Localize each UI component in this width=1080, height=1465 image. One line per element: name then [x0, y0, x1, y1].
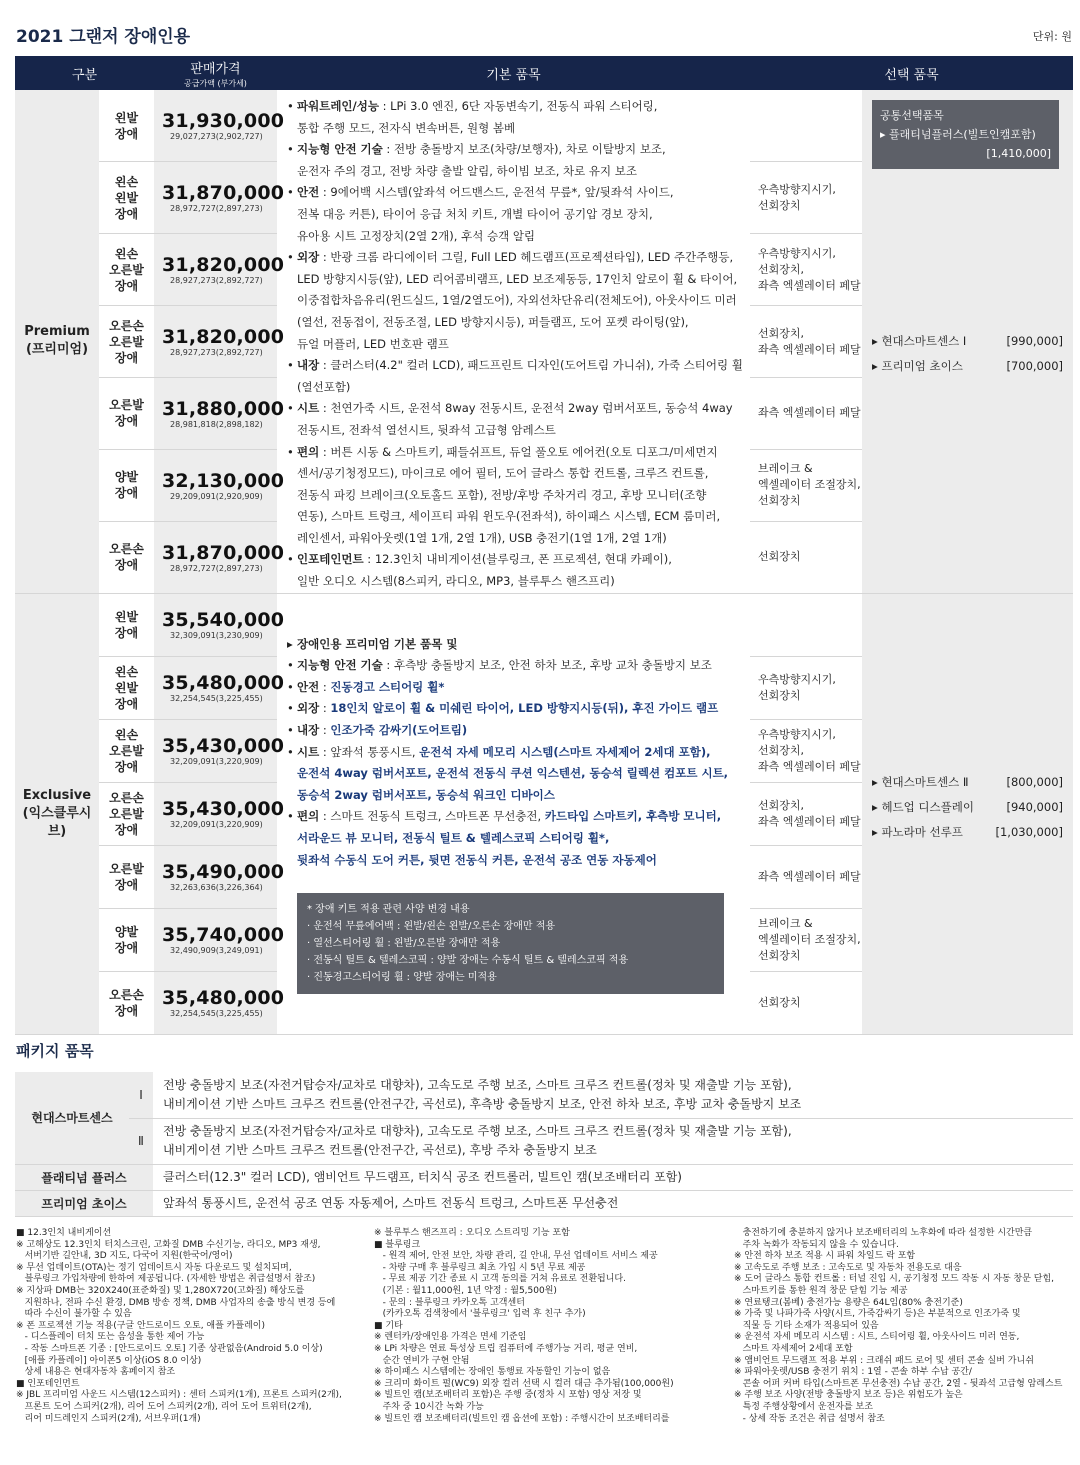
select-item-name: [872, 329, 966, 354]
common-select-price: [1,410,000]: [986, 147, 1051, 160]
basic-item: [287, 677, 744, 699]
trim-option-line: 좌측 엑셀레이터 페달: [758, 342, 861, 356]
supply-price: 32,309,091(3,230,909): [170, 631, 263, 641]
basic-item: [287, 655, 744, 677]
basic-item: [287, 139, 744, 161]
basic-item-cont: 연동), 스마트 트렁크, 세이프티 파워 윈도우(전좌석), 하이패스 시스템, ECM 룸미러,: [297, 509, 721, 524]
basic-item-text: :: [319, 701, 331, 716]
basic-item-cont: 센서/공기청정모드), 마이크로 에어 필터, 도어 글라스 통합 컨트롤, 크루즈 컨트롤,: [297, 466, 709, 481]
price-cell: [154, 845, 285, 908]
select-item: [862, 770, 1073, 795]
package-content: [153, 1072, 1073, 1118]
sale-price: 31,930,000: [162, 110, 285, 133]
bullet-icon: •: [287, 809, 294, 824]
trim-option: [750, 908, 862, 971]
sale-price: 31,820,000: [162, 326, 285, 349]
trim-label-line: 왼발: [114, 609, 139, 624]
select-item-label: 현대스마트센스 Ⅱ: [881, 774, 969, 789]
package-name: 현대스마트센스: [15, 1072, 129, 1164]
trim-label-line: 장애: [114, 1003, 139, 1018]
trim-label-line: 왼발: [114, 190, 139, 205]
trim-label-line: 오른발: [109, 861, 144, 876]
triangle-icon: ▸: [872, 334, 882, 348]
trim-option: [750, 378, 862, 450]
price-cell: [154, 971, 285, 1034]
unit-label: 단위: 원: [1032, 30, 1072, 43]
basic-item: [287, 247, 744, 269]
page-title: 2021 그랜저 장애인용: [16, 27, 191, 47]
bullet-icon: •: [287, 658, 294, 673]
basic-item-cont: (열선포함): [297, 379, 351, 394]
trim-row: [15, 593, 1073, 656]
supply-price: 32,254,545(3,225,455): [170, 694, 263, 704]
bullet-icon: •: [287, 679, 294, 694]
bullet-icon: •: [287, 401, 294, 416]
trim-label-line: 장애: [114, 696, 139, 711]
basic-head-text: 장애인용 프리미엄 기본 품목 및: [297, 636, 458, 651]
trim-label-line: 장애: [114, 625, 139, 640]
basic-item: [287, 398, 744, 420]
col-category: 구분: [15, 56, 154, 90]
footnote-col-1: ■ 12.3인치 내비게이션 ※ 고해상도 12.3인치 터치스크린, 고화질 DMB 수신기능, 라디오, MP3 재생, 서버기반 길안내, 3D 지도, 다국어 지원(한국어/영어) ※ 무선 업데이트(OTA)는 정기 업데이트시 자동 다운로드 및 설치되며, 블루링크 가입차량에 한하여 제공됩니다. (자세한 방법은 취급설명서 참조) ※ 지상파 DMB는 320X240(표준화질) 및 1,280X720(고화질) 해상도를 지원하나, 전파 수신 환경, DMB 방송 정책, DMB 사업자의 송출 방식 변경 등에 따라 수신이 불가할 수 있음 ※ 폰 프로젝션 기능 적용(구글 안드로이드 오토, 애플 카플레이) - 디스플레이 터치 또는 음성을 통한 제어 가능 - 작동 스마트폰 기종 : [안드로이드 오토] 기종 상관없음(Android 5.0 이상) [애플 카플레이] 아이폰5 이상(iOS 8.0 이상) 상세 내용은 현대자동차 홈페이지 참조 ■ 인포테인먼트 ※ JBL 프리미엄 사운드 시스템(12스피커) : 센터 스피커(1개), 프론트 스피커(2개), 프론트 도어 스피커(2개), 리어 도어 스피커(2개), 리어 도어 트위터(2개), 리어 미드레인지 스피커(2개), 서브우퍼(1개): [16, 1228, 342, 1424]
trim-option: [750, 593, 862, 656]
bullet-icon: •: [287, 723, 294, 738]
bullet-icon: •: [287, 358, 294, 373]
trim-label-line: 장애: [114, 350, 139, 365]
supply-price: 28,927,273(2,892,727): [170, 348, 263, 358]
trim-label-line: 왼손: [114, 174, 139, 189]
basic-item-title: 편의: [297, 809, 320, 824]
package-line: 내비게이션 기반 스마트 크루즈 컨트롤(안전구간, 곡선로), 후측방 충돌방지 보조, 안전 하차 보조, 후방 교차 충돌방지 보조: [163, 1096, 802, 1111]
trim-option: [750, 719, 862, 782]
package-title: 패키지 품목: [16, 1042, 94, 1060]
trim-option-line: 브레이크 &: [758, 462, 813, 476]
price-cell: [154, 656, 285, 719]
select-item-price: [1,030,000]: [995, 824, 1063, 839]
basic-item-title: 지능형 안전 기술: [297, 142, 383, 157]
trim-label: [99, 234, 154, 306]
basic-item-title: 지능형 안전 기술: [297, 658, 383, 673]
select-item: [862, 795, 1073, 820]
bullet-icon: •: [287, 99, 294, 113]
trim-label-line: 장애: [114, 206, 139, 221]
basic-item-title: 인포테인먼트: [297, 552, 364, 567]
basic-item-text: :: [319, 723, 331, 738]
trim-label: [99, 656, 154, 719]
trim-label: [99, 378, 154, 450]
basic-item-text: : 앞좌석 통풍시트,: [319, 744, 420, 759]
triangle-icon: ▸: [872, 824, 882, 839]
trim-label: [99, 521, 154, 593]
trim-label-line: 장애: [114, 126, 139, 141]
basic-item-cont: 운전자 주의 경고, 전방 차량 출발 알림, 하이빔 보조, 차로 유지 보조: [297, 163, 638, 178]
trim-option: [750, 521, 862, 593]
package-content: 클러스터(12.3" 컬러 LCD), 앰비언트 무드램프, 터치식 공조 컨트롤러, 빌트인 캠(보조배터리 포함): [153, 1164, 1073, 1190]
group-name-en: Premium: [24, 324, 90, 340]
trim-label-line: 오른발: [109, 262, 144, 277]
basic-item-title: 시트: [297, 744, 320, 759]
basic-item-title: 편의: [297, 444, 320, 459]
price-cell: [154, 908, 285, 971]
package-content: 앞좌석 통풍시트, 운전석 공조 연동 자동제어, 스마트 전동식 트렁크, 스마트폰 무선충전: [153, 1190, 1073, 1216]
trim-option: [750, 971, 862, 1034]
package-line: 전방 충돌방지 보조(자전거탑승자/교차로 대향차), 고속도로 주행 보조, 스마트 크루즈 컨트롤(정차 및 재출발 기능 포함),: [163, 1124, 792, 1138]
basic-item-text: : 천연가죽 시트, 운전석 8way 전동시트, 운전석 2way 럼버서포트, 동승석 4way: [319, 401, 733, 416]
trim-option: [750, 90, 862, 162]
basic-item: [287, 806, 744, 828]
basic-item-text: : 클러스터(4.2" 컬러 LCD), 패드프린트 디자인(도어트림 가니쉬), 가죽 스티어링 휠: [319, 358, 743, 373]
basic-item-cont: 일반 오디오 시스템(8스피커, 라디오, MP3, 블루투스 핸즈프리): [297, 574, 615, 589]
basic-item: [287, 698, 744, 720]
bullet-icon: •: [287, 444, 294, 459]
package-level: Ⅰ: [129, 1072, 153, 1118]
trim-label-line: 오른손: [109, 790, 144, 805]
trim-label: [99, 306, 154, 378]
trim-label-line: 장애: [114, 486, 139, 501]
select-item-label: 헤드업 디스플레이: [881, 799, 974, 814]
select-item-label: 현대스마트센스 Ⅰ: [881, 334, 967, 348]
trim-option: [750, 162, 862, 234]
trim-label-line: 장애: [114, 822, 139, 837]
trim-label-line: 왼발: [114, 110, 139, 125]
basic-item-new: 진동경고 스티어링 휠*: [330, 679, 445, 694]
trim-option-line: 선회장치,: [758, 262, 805, 276]
trim-option-line: 선회장치,: [758, 798, 805, 812]
supply-price: 32,254,545(3,225,455): [170, 1009, 263, 1019]
basic-item-text: : 후측방 충돌방지 보조, 안전 하차 보조, 후방 교차 충돌방지 보조: [382, 658, 712, 673]
kit-note-line: * 장애 키트 적용 관련 사양 변경 내용: [307, 904, 470, 916]
trim-option-line: 선회장치: [758, 550, 801, 564]
footnote-col-3: 충전하기에 충분하지 않거나 보조배터리의 노후화에 따라 설정한 시간만큼 주차 녹화가 작동되지 않을 수 있습니다. ※ 안전 하차 보조 적용 시 파워 차일드 락 포함 ※ 고속도로 주행 보조 : 고속도로 및 자동차 전용도로 대응 ※ 도어 글라스 통합 컨트롤 : 터널 진입 시, 공기청정 모드 작동 시 자동 창문 닫힘, 스마트키를 통한 원격 창문 닫힘 기능 제공 ※ 연료탱크(봄베) 충전가능 용량은 64L임(80% 충전기준) ※ 가죽 및 나파가죽 사양(시트, 가죽감싸기 등)은 부분적으로 인조가죽 및 직물 등 기타 소재가 적용되어 있음 ※ 운전석 자세 메모리 시스템 : 시트, 스티어링 휠, 아웃사이드 미러 연동, 스마트 자세제어 2세대 포함 ※ 앰비언트 무드램프 적용 부위 : 크래쉬 패드 로어 및 센터 콘솔 실버 가니쉬 ※ 파워아웃렛/USB 충전기 위치 : 1열 - 콘솔 하부 수납 공간/ 콘솔 어퍼 커버 타입(스마트폰 무선충전) 수납 공간, 2열 - 뒷좌석 고급형 암레스트 ※ 주행 보조 사양(전방 충돌방지 보조 등)은 위험도가 높은 특정 주행상황에서 운전자를 보조 - 상세 작동 조건은 취급 설명서 참조: [734, 1228, 1063, 1424]
bullet-icon: •: [287, 701, 294, 716]
group-name-ko: (프리미엄): [25, 342, 89, 358]
sale-price: 35,480,000: [162, 672, 285, 695]
trim-option-line: 엑셀레이터 조절장치,: [758, 478, 861, 492]
supply-price: 29,209,091(2,920,909): [170, 491, 263, 501]
basic-item: [287, 442, 744, 464]
price-cell: [154, 782, 285, 845]
basic-item-text: : 스마트 전동식 트렁크, 스마트폰 무선충전,: [319, 809, 545, 824]
trim-label: [99, 719, 154, 782]
bullet-icon: •: [287, 552, 294, 567]
trim-label-line: 왼손: [114, 664, 139, 679]
kit-note-box: [297, 893, 724, 994]
sale-price: 32,130,000: [162, 469, 285, 492]
common-select-item: [880, 125, 1051, 144]
basic-item-cont: 운전석 4way 럼버서포트, 운전석 전동식 쿠션 익스텐션, 동승석 릴렉션 컴포트 시트,: [297, 766, 729, 781]
basic-item-text: : 전방 충돌방지 보조(차량/보행자), 차로 이탈방지 보조,: [382, 142, 666, 157]
kit-note-line: · 전동식 틸트 & 텔레스코픽 : 양발 장애는 수동식 틸트 & 텔레스코픽 적용: [307, 955, 629, 967]
trim-option: [750, 656, 862, 719]
basic-items: [277, 593, 750, 1034]
trim-option: [750, 845, 862, 908]
common-select-name: 플래티넘플러스(빌트인캠포함): [889, 128, 1036, 141]
basic-item-text: :: [319, 679, 331, 694]
select-item-price: [940,000]: [1006, 799, 1063, 814]
sale-price: 31,880,000: [162, 397, 285, 420]
trim-label-line: 오른손: [109, 318, 144, 333]
supply-price: 32,263,636(3,226,364): [170, 883, 263, 893]
trim-option-line: 좌측 엑셀레이터 페달: [758, 278, 861, 292]
select-item-price: [800,000]: [1006, 774, 1063, 789]
trim-label-line: 오른손: [109, 987, 144, 1002]
trim-label: [99, 449, 154, 521]
bullet-icon: •: [287, 142, 294, 157]
supply-price: 32,209,091(3,220,909): [170, 820, 263, 830]
basic-item-cont: 듀얼 머플러, LED 번호판 램프: [297, 336, 449, 351]
basic-item: [287, 96, 744, 118]
basic-item-cont: 서라운드 뷰 모니터, 전동식 틸트 & 텔레스코픽 스티어링 휠*,: [297, 831, 610, 845]
trim-option-line: 우측방향지시기,: [758, 182, 836, 196]
group-name: [15, 90, 99, 593]
price-cell: [154, 719, 285, 782]
trim-option-line: 좌측 엑셀레이터 페달: [758, 759, 861, 773]
package-line: 내비게이션 기반 스마트 크루즈 컨트롤(안전구간, 곡선로), 후방 주차 충돌방지 보조: [163, 1143, 597, 1157]
trim-option-line: 선회장치: [758, 948, 801, 962]
basic-item-cont: 이중접합차음유리(윈드실드, 1열/2열도어), 자외선차단유리(전체도어), 아웃사이드 미러: [297, 293, 737, 308]
trim-label-line: 오른발: [109, 334, 144, 349]
common-select-title: 공통선택품목: [880, 109, 944, 122]
trim-option-line: 선회장치,: [758, 743, 805, 757]
trim-label: [99, 90, 154, 162]
trim-option-line: 좌측 엑셀레이터 페달: [758, 406, 861, 420]
basic-item-cont: 전동시트, 전좌석 열선시트, 뒷좌석 고급형 암레스트: [297, 422, 556, 437]
trim-label-line: 왼손: [114, 727, 139, 742]
col-basic: 기본 품목: [277, 56, 750, 90]
trim-option-line: 우측방향지시기,: [758, 246, 836, 260]
trim-option-line: 좌측 엑셀레이터 페달: [758, 814, 861, 828]
price-cell: [154, 593, 285, 656]
bullet-icon: •: [287, 744, 294, 759]
trim-label-line: 장애: [114, 940, 139, 955]
basic-item-cont: (열선, 전동접이, 전동조절, LED 방향지시등), 퍼들램프, 도어 포켓 라이팅(앞),: [297, 314, 689, 329]
basic-item-new: 운전석 자세 메모리 시스템(스마트 자세제어 2세대 포함),: [419, 744, 711, 759]
basic-item-cont: 레인센서, 파워아웃렛(1열 1개, 2열 1개), USB 충전기(1열 1개, 2열 1개): [297, 530, 667, 545]
group-name: [15, 593, 99, 1034]
sale-price: 31,820,000: [162, 254, 285, 277]
trim-label: [99, 782, 154, 845]
basic-item: [287, 742, 744, 764]
trim-option-line: 선회장치: [758, 688, 801, 702]
trim-label-line: 오른손: [109, 542, 144, 557]
basic-item: [287, 182, 744, 204]
sale-price: 35,490,000: [162, 861, 285, 884]
trim-label: [99, 845, 154, 908]
supply-price: 29,027,273(2,902,727): [170, 132, 263, 142]
basic-item: [287, 355, 744, 377]
sale-price: 35,740,000: [162, 924, 285, 947]
trim-option-line: 우측방향지시기,: [758, 727, 836, 741]
basic-items: [277, 90, 750, 593]
package-level: Ⅱ: [129, 1118, 153, 1164]
basic-item-title: 시트: [297, 401, 320, 416]
price-table: [15, 56, 1073, 1035]
basic-item-title: 안전: [297, 185, 320, 200]
package-content: [153, 1118, 1073, 1164]
basic-item-title: 내장: [297, 723, 320, 738]
select-item: [862, 329, 1073, 354]
basic-item-cont: 통합 주행 모드, 전자식 변속버튼, 원형 봄베: [297, 120, 516, 135]
package-name: 플래티넘 플러스: [15, 1164, 153, 1190]
basic-item-text: : LPi 3.0 엔진, 6단 자동변속기, 전동식 파워 스티어링,: [378, 99, 658, 113]
footnote-col-2: ※ 블루투스 핸즈프리 : 오디오 스트리밍 기능 포함 ■ 블루링크 - 원격 제어, 안전 보안, 차량 관리, 길 안내, 무선 업데이트 서비스 제공 - 차량 구매 후 블루링크 최초 가입 시 5년 무료 제공 - 무료 제공 기간 종료 시 고객 동의를 거쳐 유료로 전환됩니다. (기본 : 월11,000원, 1년 약정 : 월5,500원) - 문의 : 블루링크 카카오톡 고객센터 (카카오톡 검색창에서 '블루링크' 입력 후 친구 추가) ■ 기타 ※ 렌터카/장애인용 가격은 면세 기준임 ※ LPi 차량은 연료 특성상 트립 컴퓨터에 주행가능 거리, 평균 연비, 순간 연비가 구현 안됨 ※ 하이패스 시스템에는 장애인 통행료 자동할인 기능이 없음 ※ 크리미 화이트 펄(WC9) 외장 컬러 선택 시 컬러 대금 추가됨(100,000원) ※ 빌트인 캠(보조배터리 포함)은 주행 중(정차 시 포함) 영상 저장 및 주차 중 10시간 녹화 가능 ※ 빌트인 캠 보조배터리(빌트인 캠 옵션에 포함) : 주행시간이 보조배터리를: [374, 1228, 674, 1424]
group-name-en: Exclusive: [22, 787, 92, 803]
sale-price: 35,480,000: [162, 987, 285, 1010]
supply-price: 28,972,727(2,897,273): [170, 204, 263, 214]
sale-price: 31,870,000: [162, 182, 285, 205]
basic-item-cont: 전동식 파킹 브레이크(오토홀드 포함), 전방/후방 주차거리 경고, 후방 모니터(조향: [297, 487, 707, 502]
basic-item: [287, 549, 744, 571]
trim-label: [99, 908, 154, 971]
sale-price: 35,430,000: [162, 798, 285, 821]
trim-option-line: 브레이크 &: [758, 916, 813, 930]
basic-head: [287, 634, 744, 656]
basic-item-title: 외장: [297, 701, 320, 716]
triangle-icon: ▸: [880, 128, 890, 141]
select-item-name: [872, 354, 963, 379]
basic-item-new: 18인치 알로이 휠 & 미쉐린 타이어, LED 방향지시등(뒤), 후진 가이드 램프: [330, 701, 719, 716]
select-options: [862, 593, 1073, 1034]
trim-label-line: 오른발: [109, 806, 144, 821]
trim-label-line: 장애: [114, 278, 139, 293]
package-line: 전방 충돌방지 보조(자전거탑승자/교차로 대향차), 고속도로 주행 보조, 스마트 크루즈 컨트롤(정차 및 재출발 기능 포함),: [163, 1077, 792, 1092]
trim-label: [99, 971, 154, 1034]
trim-label-line: 장애: [114, 558, 139, 573]
trim-option: [750, 782, 862, 845]
trim-label-line: 양발: [114, 924, 139, 939]
kit-note-line: · 열선스티어링 휠 : 왼발/오른발 장애만 적용: [307, 938, 501, 950]
package-name: 프리미엄 초이스: [15, 1190, 153, 1216]
col-price: 판매가격 공급가액 (부가세): [154, 56, 277, 90]
trim-label-line: 왼손: [114, 246, 139, 261]
select-options: [862, 90, 1073, 593]
select-item-price: [990,000]: [1006, 334, 1063, 348]
price-cell: [154, 449, 285, 521]
triangle-icon: ▸: [287, 636, 293, 651]
triangle-icon: ▸: [872, 799, 882, 814]
trim-label-line: 오른발: [109, 398, 144, 413]
group-name-ko: (익스클루시브): [22, 805, 92, 839]
trim-label-line: 장애: [114, 759, 139, 774]
price-cell: [154, 234, 285, 306]
basic-item-cont: 전복 대응 커튼), 타이어 응급 처치 키트, 개별 타이어 공기압 경보 장치,: [297, 206, 653, 221]
kit-note-line: · 운전석 무릎에어백 : 왼발/왼손 왼발/오른손 장애만 적용: [307, 921, 556, 933]
trim-option: [750, 306, 862, 378]
bullet-icon: •: [287, 250, 294, 265]
select-item: [862, 820, 1073, 845]
trim-row: [15, 90, 1073, 162]
basic-item-text: : 버튼 시동 & 스마트키, 패들쉬프트, 듀얼 풀오토 에어컨(오토 디포그/미세먼지: [319, 444, 718, 459]
trim-label-line: 장애: [114, 414, 139, 429]
supply-price: 32,209,091(3,220,909): [170, 757, 263, 767]
basic-item-cont: 동승석 2way 럼버서포트, 동승석 워크인 디바이스: [297, 787, 555, 802]
trim-label-line: 왼발: [114, 680, 139, 695]
supply-price: 32,490,909(3,249,091): [170, 946, 263, 956]
bullet-icon: •: [287, 185, 294, 200]
supply-price: 28,972,727(2,897,273): [170, 563, 263, 573]
basic-item: [287, 720, 744, 742]
price-cell: [154, 521, 285, 593]
trim-label-line: 오른발: [109, 743, 144, 758]
price-cell: [154, 162, 285, 234]
trim-label: [99, 593, 154, 656]
trim-label: [99, 162, 154, 234]
trim-label-line: 양발: [114, 470, 139, 485]
supply-price: 28,981,818(2,898,182): [170, 419, 263, 429]
common-select-box: [872, 100, 1059, 169]
trim-label-line: 장애: [114, 877, 139, 892]
trim-option-line: 선회장치: [758, 198, 801, 212]
basic-item-text: : 12.3인치 내비게이션(블루링크, 폰 프로젝션, 현대 카페이),: [363, 552, 672, 567]
trim-option-line: 선회장치,: [758, 326, 805, 340]
basic-item-title: 외장: [297, 250, 320, 265]
trim-option-line: 엑셀레이터 조절장치,: [758, 932, 861, 946]
basic-item-text: : 반광 크롬 라디에이터 그릴, Full LED 헤드램프(프로젝션타입), LED 주간주행등,: [319, 250, 734, 265]
select-item-label: 프리미엄 초이스: [881, 359, 963, 373]
basic-item-title: 파워트레인/성능: [297, 99, 379, 113]
trim-option-line: 좌측 엑셀레이터 페달: [758, 869, 861, 883]
basic-item-text: : 9에어백 시스템(앞좌석 어드밴스드, 운전석 무릎*, 앞/뒷좌석 사이드,: [319, 185, 674, 200]
triangle-icon: ▸: [872, 359, 882, 373]
basic-item-cont: 뒷좌석 수동식 도어 커튼, 뒷면 전동식 커튼, 운전석 공조 연동 자동제어: [297, 852, 657, 867]
triangle-icon: ▸: [872, 774, 882, 789]
price-cell: [154, 378, 285, 450]
basic-item-title: 안전: [297, 679, 320, 694]
select-item-name: [872, 820, 963, 845]
basic-item-new: 카드타입 스마트키, 후측방 모니터,: [544, 809, 722, 824]
select-item-price: [700,000]: [1006, 359, 1063, 373]
kit-note-line: · 진동경고스티어링 휠 : 양발 장애는 미적용: [307, 972, 497, 984]
sale-price: 31,870,000: [162, 541, 285, 564]
trim-option: [750, 449, 862, 521]
sale-price: 35,540,000: [162, 609, 285, 632]
select-item-label: 파노라마 선루프: [881, 824, 963, 839]
package-table: [15, 1072, 1073, 1217]
price-cell: [154, 306, 285, 378]
basic-item-title: 내장: [297, 358, 320, 373]
sale-price: 35,430,000: [162, 735, 285, 758]
trim-option-line: 선회장치: [758, 494, 801, 508]
price-cell: [154, 90, 285, 162]
basic-item-cont: LED 방향지시등(앞), LED 리어콤비램프, LED 보조제동등, 17인치 알로이 휠 & 타이어,: [297, 271, 738, 286]
supply-price: 28,927,273(2,892,727): [170, 276, 263, 286]
col-option: 선택 품목: [750, 56, 1073, 90]
basic-item-cont: 유아용 시트 고정장치(2열 2개), 후석 승객 알림: [297, 228, 536, 243]
trim-option-line: 선회장치: [758, 995, 801, 1009]
select-item: [862, 354, 1073, 379]
trim-option: [750, 234, 862, 306]
basic-item-new: 인조가죽 감싸기(도어트림): [330, 723, 468, 738]
trim-option-line: 우측방향지시기,: [758, 672, 836, 686]
select-item-name: [872, 795, 974, 820]
select-item-name: [872, 770, 969, 795]
